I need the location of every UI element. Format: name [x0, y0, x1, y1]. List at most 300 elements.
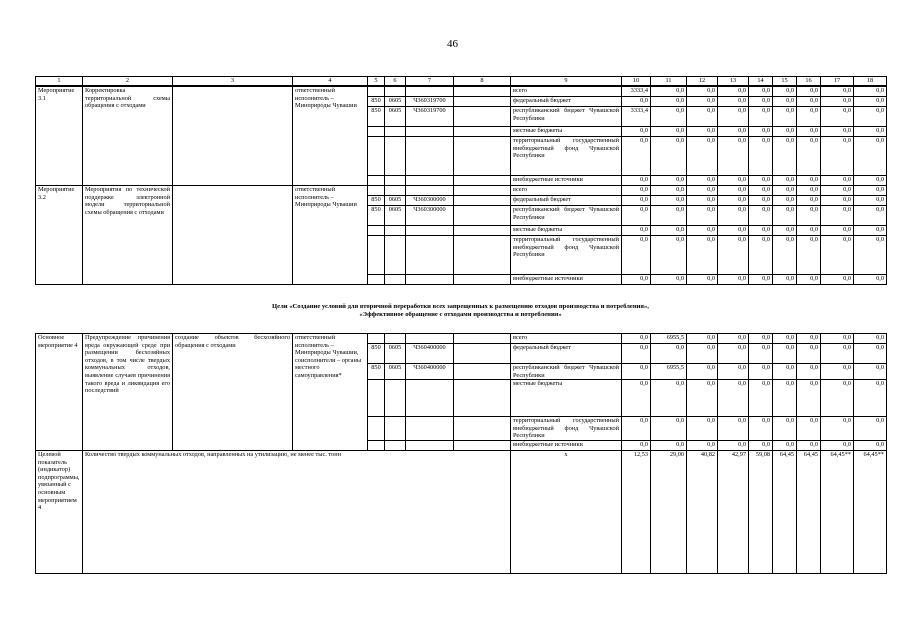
value-cell: 0,0 [854, 97, 887, 107]
header-row [36, 77, 887, 86]
goals-line-1: Цели «Создание условий для вторичной переработки всех запрещенных к размещению отходов производства и потребления», [272, 303, 649, 310]
event-description-cell: Предупреждение причинения вреда окружающей среде при размещении бесхозяйных отходов, в том числе твердых коммунальных отходов, выявление случаев причинения такого вреда и ликвидация его последствий [83, 334, 173, 451]
value-cell: 0,0 [651, 87, 687, 97]
value-cell: 0,0 [773, 417, 797, 441]
header-cell: 16 [797, 77, 821, 86]
event-description-cell: Мероприятия по технической поддержке электронной модели территориальной схемы обращения с отходами [83, 186, 173, 285]
value-cell: 0,0 [821, 87, 854, 97]
budget-code-cell [406, 380, 454, 417]
funding-source-cell: внебюджетные источники [511, 440, 622, 450]
header-cell: 11 [651, 77, 687, 86]
value-cell: 0,0 [854, 364, 887, 380]
value-cell: 0,0 [773, 176, 797, 186]
value-cell: 0,0 [797, 137, 821, 176]
value-cell: 0,0 [687, 440, 718, 450]
value-cell: 0,0 [622, 364, 651, 380]
value-cell: 0,0 [773, 364, 797, 380]
budget-code-cell [406, 275, 454, 285]
header-cell: 14 [749, 77, 773, 86]
budget-code-cell [385, 137, 406, 176]
budget-code-cell [385, 186, 406, 196]
value-cell: 0,0 [651, 206, 687, 226]
value-cell: 0,0 [749, 196, 773, 206]
value-cell: 0,0 [622, 196, 651, 206]
value-cell: 0,0 [622, 344, 651, 364]
value-cell: 0,0 [718, 97, 749, 107]
funding-source-cell: федеральный бюджет [511, 344, 622, 364]
table-row [36, 186, 887, 196]
value-cell: 0,0 [687, 380, 718, 417]
funding-source-cell: федеральный бюджет [511, 97, 622, 107]
budget-code-cell [406, 334, 454, 344]
value-cell: 0,0 [821, 127, 854, 137]
value-cell: 0,0 [718, 334, 749, 344]
budget-code-cell [454, 344, 511, 364]
value-cell: 0,0 [687, 275, 718, 285]
event-result-cell [173, 87, 293, 186]
funding-source-cell: территориальный государственный внебюджетный фонд Чувашской Республики [511, 417, 622, 441]
value-cell: 0,0 [749, 380, 773, 417]
budget-code-cell: 0605 [385, 206, 406, 226]
event-result-cell: создание объектов бесхозяйного обращения с отходами [173, 334, 293, 451]
value-cell: 0,0 [773, 275, 797, 285]
budget-code-cell [385, 236, 406, 275]
value-cell: 0,0 [687, 334, 718, 344]
budget-code-cell [406, 87, 454, 97]
value-cell: 0,0 [622, 176, 651, 186]
value-cell: 0,0 [821, 97, 854, 107]
funding-source-cell: территориальный государственный внебюджетный фонд Чувашской Республики [511, 236, 622, 275]
value-cell: 0,0 [797, 226, 821, 236]
value-cell: 0,0 [749, 334, 773, 344]
funding-source-cell: федеральный бюджет [511, 196, 622, 206]
funding-source-cell: местные бюджеты [511, 380, 622, 417]
header-cell: 18 [854, 77, 887, 86]
budget-code-cell [454, 137, 511, 176]
value-cell: 0,0 [821, 334, 854, 344]
value-cell: 6955,5 [651, 364, 687, 380]
header-cell: 12 [687, 77, 718, 86]
header-cell: 5 [368, 77, 385, 86]
value-cell: 0,0 [797, 440, 821, 450]
budget-code-cell [368, 176, 385, 186]
value-cell: 0,0 [773, 236, 797, 275]
value-cell: 0,0 [749, 87, 773, 97]
value-cell: 0,0 [854, 417, 887, 441]
value-cell: 0,0 [821, 440, 854, 450]
budget-code-cell [454, 334, 511, 344]
budget-code-cell [385, 417, 406, 441]
goals-heading [35, 303, 886, 319]
value-cell: 0,0 [821, 206, 854, 226]
budget-code-cell [454, 107, 511, 127]
table-row [36, 334, 887, 344]
budget-code-cell [385, 334, 406, 344]
header-cell: 7 [406, 77, 454, 86]
budget-code-cell: 850 [368, 97, 385, 107]
value-cell: 0,0 [718, 364, 749, 380]
value-cell: 0,0 [773, 97, 797, 107]
indicator-description-cell: Количество твердых коммунальных отходов, направленных на утилизацию, не менее тыс. тонн [83, 450, 511, 573]
funding-source-cell: внебюджетные источники [511, 275, 622, 285]
value-cell: 0,0 [773, 196, 797, 206]
value-cell: 3333,4 [622, 87, 651, 97]
responsible-cell: ответственный исполнитель – Минприроды Чувашии [293, 186, 368, 285]
header-cell: 15 [773, 77, 797, 86]
budget-code-cell [406, 417, 454, 441]
budget-code-cell: 850 [368, 364, 385, 380]
value-cell: 0,0 [749, 127, 773, 137]
value-cell: 0,0 [687, 344, 718, 364]
budget-code-cell: 0605 [385, 364, 406, 380]
header-cell: 3 [173, 77, 293, 86]
budget-code-cell [454, 364, 511, 380]
budget-code-cell: Ч360319700 [406, 97, 454, 107]
value-cell: 0,0 [854, 137, 887, 176]
value-cell: 0,0 [718, 417, 749, 441]
value-cell: 0,0 [687, 226, 718, 236]
value-cell: 0,0 [718, 127, 749, 137]
value-cell: 0,0 [718, 206, 749, 226]
budget-code-cell [368, 236, 385, 275]
budget-code-cell [368, 417, 385, 441]
value-cell: 0,0 [749, 206, 773, 226]
value-cell: 0,0 [854, 107, 887, 127]
value-cell: 0,0 [854, 344, 887, 364]
value-cell: 6955,5 [651, 334, 687, 344]
value-cell: 0,0 [773, 107, 797, 127]
value-cell: 0,0 [718, 107, 749, 127]
value-cell: 0,0 [622, 97, 651, 107]
value-cell: 0,0 [651, 440, 687, 450]
budget-code-cell [454, 275, 511, 285]
budget-code-cell: Ч360300000 [406, 196, 454, 206]
budget-code-cell: 0605 [385, 97, 406, 107]
value-cell: 0,0 [821, 344, 854, 364]
indicator-x-cell: x [511, 450, 622, 573]
value-cell: 0,0 [821, 275, 854, 285]
budget-code-cell [406, 236, 454, 275]
budget-code-cell: Ч360400000 [406, 364, 454, 380]
value-cell: 0,0 [651, 417, 687, 441]
event-name-cell: Мероприятие 3.1 [36, 87, 83, 186]
value-cell: 0,0 [622, 127, 651, 137]
value-cell: 0,0 [797, 196, 821, 206]
goals-line-2: «Эффективное обращение с отходами производства и потребления» [359, 311, 562, 318]
value-cell: 0,0 [854, 226, 887, 236]
budget-code-cell [368, 226, 385, 236]
value-cell: 0,0 [687, 87, 718, 97]
value-cell: 0,0 [749, 97, 773, 107]
table-row [36, 87, 887, 97]
value-cell: 0,0 [749, 275, 773, 285]
value-cell: 0,0 [622, 275, 651, 285]
value-cell: 0,0 [821, 417, 854, 441]
budget-code-cell [406, 186, 454, 196]
indicator-value-cell: 12,53 [622, 450, 651, 573]
budget-code-cell: 0605 [385, 344, 406, 364]
value-cell: 0,0 [749, 440, 773, 450]
value-cell: 0,0 [749, 186, 773, 196]
event-name-cell: Мероприятие 3.2 [36, 186, 83, 285]
budget-code-cell [406, 137, 454, 176]
value-cell: 0,0 [821, 364, 854, 380]
budget-code-cell [454, 196, 511, 206]
event-result-cell [173, 186, 293, 285]
value-cell: 0,0 [854, 275, 887, 285]
value-cell: 0,0 [797, 364, 821, 380]
value-cell: 0,0 [687, 364, 718, 380]
budget-code-cell [454, 440, 511, 450]
value-cell: 0,0 [749, 417, 773, 441]
value-cell: 0,0 [622, 206, 651, 226]
funding-source-cell: местные бюджеты [511, 226, 622, 236]
value-cell: 3333,4 [622, 107, 651, 127]
funding-source-cell: всего [511, 334, 622, 344]
budget-code-cell [385, 380, 406, 417]
value-cell: 0,0 [773, 127, 797, 137]
funding-source-cell: республиканский бюджет Чувашской Республики [511, 107, 622, 127]
funding-source-cell: республиканский бюджет Чувашской Республики [511, 206, 622, 226]
value-cell: 0,0 [797, 236, 821, 275]
budget-code-cell [368, 440, 385, 450]
value-cell: 0,0 [821, 186, 854, 196]
indicator-value-cell: 29,00 [651, 450, 687, 573]
value-cell: 0,0 [797, 176, 821, 186]
value-cell: 0,0 [797, 380, 821, 417]
value-cell: 0,0 [749, 344, 773, 364]
value-cell: 0,0 [651, 275, 687, 285]
value-cell: 0,0 [773, 206, 797, 226]
value-cell: 0,0 [773, 186, 797, 196]
value-cell: 0,0 [749, 226, 773, 236]
budget-code-cell [454, 226, 511, 236]
value-cell: 0,0 [687, 206, 718, 226]
budget-code-cell: 850 [368, 196, 385, 206]
indicator-name-cell: Целевой показатель (индикатор) подпрограммы, увязанный с основным мероприятием 4 [36, 450, 83, 573]
value-cell: 0,0 [821, 226, 854, 236]
value-cell: 0,0 [718, 87, 749, 97]
value-cell: 0,0 [773, 87, 797, 97]
value-cell: 0,0 [821, 137, 854, 176]
value-cell: 0,0 [687, 186, 718, 196]
budget-code-cell [454, 236, 511, 275]
indicator-value-cell: 64,45 [773, 450, 797, 573]
value-cell: 0,0 [797, 275, 821, 285]
value-cell: 0,0 [651, 380, 687, 417]
budget-code-cell [385, 226, 406, 236]
budget-code-cell [385, 275, 406, 285]
value-cell: 0,0 [854, 440, 887, 450]
value-cell: 0,0 [622, 236, 651, 275]
budget-code-cell: 0605 [385, 196, 406, 206]
responsible-cell: ответственный исполнитель – Минприроды Чувашии [293, 87, 368, 186]
value-cell: 0,0 [854, 334, 887, 344]
header-cell: 4 [293, 77, 368, 86]
value-cell: 0,0 [718, 137, 749, 176]
page-number: 46 [447, 38, 458, 50]
budget-code-cell [454, 127, 511, 137]
value-cell: 0,0 [651, 137, 687, 176]
budget-code-cell [406, 176, 454, 186]
value-cell: 0,0 [651, 344, 687, 364]
value-cell: 0,0 [718, 236, 749, 275]
value-cell: 0,0 [687, 196, 718, 206]
value-cell: 0,0 [687, 236, 718, 275]
budget-code-cell: Ч360300000 [406, 206, 454, 226]
value-cell: 0,0 [651, 196, 687, 206]
budget-code-cell [454, 380, 511, 417]
budget-code-cell: Ч360319700 [406, 107, 454, 127]
value-cell: 0,0 [622, 380, 651, 417]
budget-code-cell [454, 176, 511, 186]
header-cell: 6 [385, 77, 406, 86]
value-cell: 0,0 [622, 334, 651, 344]
value-cell: 0,0 [854, 176, 887, 186]
funding-source-cell: всего [511, 186, 622, 196]
budget-code-cell [368, 275, 385, 285]
budget-code-cell [385, 440, 406, 450]
value-cell: 0,0 [749, 364, 773, 380]
value-cell: 0,0 [687, 107, 718, 127]
value-cell: 0,0 [797, 344, 821, 364]
value-cell: 0,0 [773, 380, 797, 417]
value-cell: 0,0 [749, 137, 773, 176]
value-cell: 0,0 [651, 236, 687, 275]
events-3-table [35, 86, 887, 285]
budget-code-cell [406, 226, 454, 236]
value-cell: 0,0 [651, 226, 687, 236]
indicator-value-cell: 64,45 [797, 450, 821, 573]
indicator-value-cell: 59,08 [749, 450, 773, 573]
budget-code-cell [368, 186, 385, 196]
value-cell: 0,0 [749, 236, 773, 275]
budget-code-cell [454, 97, 511, 107]
value-cell: 0,0 [854, 236, 887, 275]
value-cell: 0,0 [651, 97, 687, 107]
budget-code-cell: 850 [368, 206, 385, 226]
budget-code-cell [385, 176, 406, 186]
value-cell: 0,0 [821, 380, 854, 417]
value-cell: 0,0 [687, 97, 718, 107]
value-cell: 0,0 [797, 97, 821, 107]
indicator-value-cell: 64,45** [821, 450, 854, 573]
event-4-table [35, 333, 887, 574]
value-cell: 0,0 [718, 226, 749, 236]
budget-code-cell [385, 87, 406, 97]
responsible-cell: ответственный исполнитель – Минприроды Чувашии, соисполнители – органы местного самоуправления* [293, 334, 368, 451]
value-cell: 0,0 [687, 417, 718, 441]
value-cell: 0,0 [622, 186, 651, 196]
funding-source-cell: территориальный государственный внебюджетный фонд Чувашской Республики [511, 137, 622, 176]
indicator-row [36, 450, 887, 573]
value-cell: 0,0 [797, 417, 821, 441]
value-cell: 0,0 [622, 417, 651, 441]
indicator-value-cell: 64,45** [854, 450, 887, 573]
value-cell: 0,0 [622, 226, 651, 236]
value-cell: 0,0 [797, 334, 821, 344]
value-cell: 0,0 [854, 186, 887, 196]
header-cell: 8 [454, 77, 511, 86]
value-cell: 0,0 [749, 176, 773, 186]
value-cell: 0,0 [687, 137, 718, 176]
value-cell: 0,0 [854, 87, 887, 97]
value-cell: 0,0 [854, 196, 887, 206]
value-cell: 0,0 [773, 334, 797, 344]
value-cell: 0,0 [687, 127, 718, 137]
funding-source-cell: внебюджетные источники [511, 176, 622, 186]
value-cell: 0,0 [854, 206, 887, 226]
value-cell: 0,0 [718, 186, 749, 196]
header-cell: 10 [622, 77, 651, 86]
value-cell: 0,0 [749, 107, 773, 127]
value-cell: 0,0 [651, 176, 687, 186]
budget-code-cell [454, 87, 511, 97]
value-cell: 0,0 [797, 127, 821, 137]
value-cell: 0,0 [773, 440, 797, 450]
budget-code-cell [368, 87, 385, 97]
budget-code-cell [454, 206, 511, 226]
value-cell: 0,0 [797, 107, 821, 127]
budget-code-cell: 850 [368, 344, 385, 364]
value-cell: 0,0 [718, 275, 749, 285]
budget-code-cell: 0605 [385, 107, 406, 127]
funding-source-cell: республиканский бюджет Чувашской Республики [511, 364, 622, 380]
budget-code-cell [454, 186, 511, 196]
value-cell: 0,0 [622, 137, 651, 176]
value-cell: 0,0 [797, 206, 821, 226]
column-header-table [35, 76, 887, 86]
budget-code-cell [406, 127, 454, 137]
value-cell: 0,0 [718, 196, 749, 206]
value-cell: 0,0 [821, 107, 854, 127]
value-cell: 0,0 [651, 127, 687, 137]
header-cell: 2 [83, 77, 173, 86]
value-cell: 0,0 [622, 440, 651, 450]
value-cell: 0,0 [821, 176, 854, 186]
value-cell: 0,0 [821, 196, 854, 206]
budget-code-cell [368, 137, 385, 176]
budget-code-cell [454, 417, 511, 441]
funding-source-cell: местные бюджеты [511, 127, 622, 137]
value-cell: 0,0 [651, 107, 687, 127]
value-cell: 0,0 [773, 226, 797, 236]
value-cell: 0,0 [854, 127, 887, 137]
value-cell: 0,0 [718, 176, 749, 186]
header-cell: 13 [718, 77, 749, 86]
funding-source-cell: всего [511, 87, 622, 97]
budget-code-cell [368, 334, 385, 344]
budget-code-cell: 850 [368, 107, 385, 127]
value-cell: 0,0 [687, 176, 718, 186]
event-name-cell: Основное мероприятие 4 [36, 334, 83, 451]
budget-code-cell: Ч360400000 [406, 344, 454, 364]
value-cell: 0,0 [797, 87, 821, 97]
header-cell: 17 [821, 77, 854, 86]
value-cell: 0,0 [651, 186, 687, 196]
indicator-value-cell: 40,82 [687, 450, 718, 573]
value-cell: 0,0 [773, 344, 797, 364]
value-cell: 0,0 [718, 344, 749, 364]
budget-code-cell [385, 127, 406, 137]
header-cell: 1 [36, 77, 83, 86]
value-cell: 0,0 [854, 380, 887, 417]
value-cell: 0,0 [773, 137, 797, 176]
value-cell: 0,0 [821, 236, 854, 275]
budget-code-cell [406, 440, 454, 450]
value-cell: 0,0 [797, 186, 821, 196]
value-cell: 0,0 [718, 380, 749, 417]
